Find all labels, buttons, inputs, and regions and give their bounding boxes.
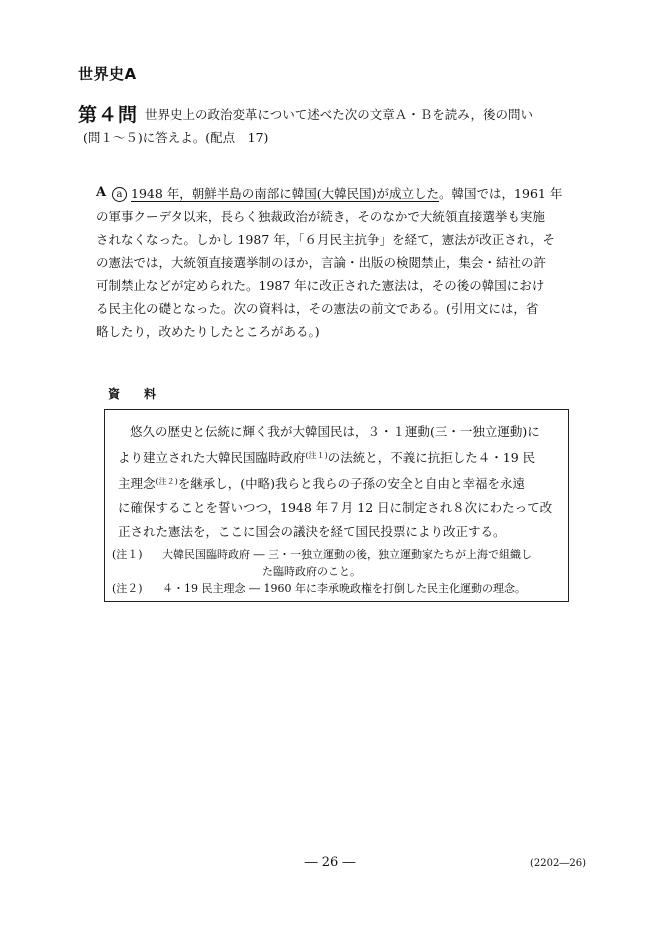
- footnote-1: [112, 546, 562, 580]
- footnote-tag: (注２): [112, 582, 143, 595]
- document-line-3b: を継承し，(中略)我らと我らの子孫の安全と自由と幸福を永遠: [177, 476, 526, 491]
- exam-code: (2202―26): [530, 858, 586, 869]
- document-label: 資 料: [108, 387, 163, 401]
- passage-line: の軍事クーデタ以来，長らく独裁政治が続き，そのなかで大統領直接選挙も実施: [96, 209, 545, 224]
- document-line-2: [118, 444, 564, 470]
- document-line-4: に確保することを誓いつつ，1948 年７月 12 日に制定され８次にわたって改: [118, 500, 553, 515]
- document-line-1: 悠久の歴史と伝統に輝く我が大韓国民は，３・１運動(三・一独立運動)に: [130, 424, 540, 439]
- passage-line-1-rest: 。韓国では，1961 年: [439, 186, 563, 201]
- document-line-3a: 主理念: [118, 476, 156, 491]
- passage-text: [96, 182, 572, 343]
- footnotes: [112, 546, 562, 597]
- footnote-text: ４・19 民主理念 ― 1960 年に李承晩政権を打倒した民主化運動の理念。: [162, 582, 526, 595]
- passage-line: 可制禁止などが定められた。1987 年に改正された憲法は，その後の韓国におけ: [96, 278, 545, 293]
- passage-line: る民主化の礎となった。次の資料は，その憲法の前文である。(引用文には，省: [96, 301, 539, 316]
- footnote-line: 大韓民国臨時政府 ― 三・一独立運動の後，独立運動家たちが上海で組織し: [162, 548, 532, 561]
- note-ref-2: (注２): [155, 477, 178, 486]
- passage-line-1: [112, 182, 572, 205]
- footnote-2: [112, 580, 562, 597]
- footnote-tag: (注１): [112, 548, 143, 561]
- document-line-2b: の法統と，不義に抗拒した４・19 民: [327, 450, 536, 465]
- question-line-1: 世界史上の政治変革について述べた次の文章Ａ・Ｂを読み，後の問い: [145, 107, 534, 122]
- note-ref-1: (注１): [305, 451, 328, 460]
- footnote-text: [162, 546, 562, 580]
- underlined-passage: 1948 年，朝鮮半島の南部に韓国(大韓民国)が成立した: [131, 186, 440, 201]
- passage-line: の憲法では，大統領直接選挙制のほか，言論・出版の検閲禁止，集会・結社の許: [96, 255, 547, 270]
- subject-title: 世界史A: [78, 65, 137, 83]
- passage-label: A: [96, 185, 107, 200]
- page-number: ― 26 ―: [304, 855, 356, 870]
- document-line-2a: より建立された大韓民国臨時政府: [118, 450, 306, 465]
- document-line-3: [118, 470, 564, 496]
- marker-a: a: [112, 187, 127, 202]
- question-line-2: (問１～５)に答えよ。(配点 17): [83, 130, 269, 145]
- question-number: 第４問: [78, 104, 139, 126]
- passage-line: されなくなった。しかし 1987 年，「６月民主抗争」を経て，憲法が改正され，そ: [96, 232, 556, 247]
- footnote-line: た臨時政府のこと。: [262, 565, 361, 578]
- document-line-5: 正された憲法を，ここに国会の議決を経て国民投票により改正する。: [118, 524, 506, 539]
- passage-line: 略したり，改めたりしたところがある。): [96, 324, 320, 339]
- document-text: [118, 420, 564, 544]
